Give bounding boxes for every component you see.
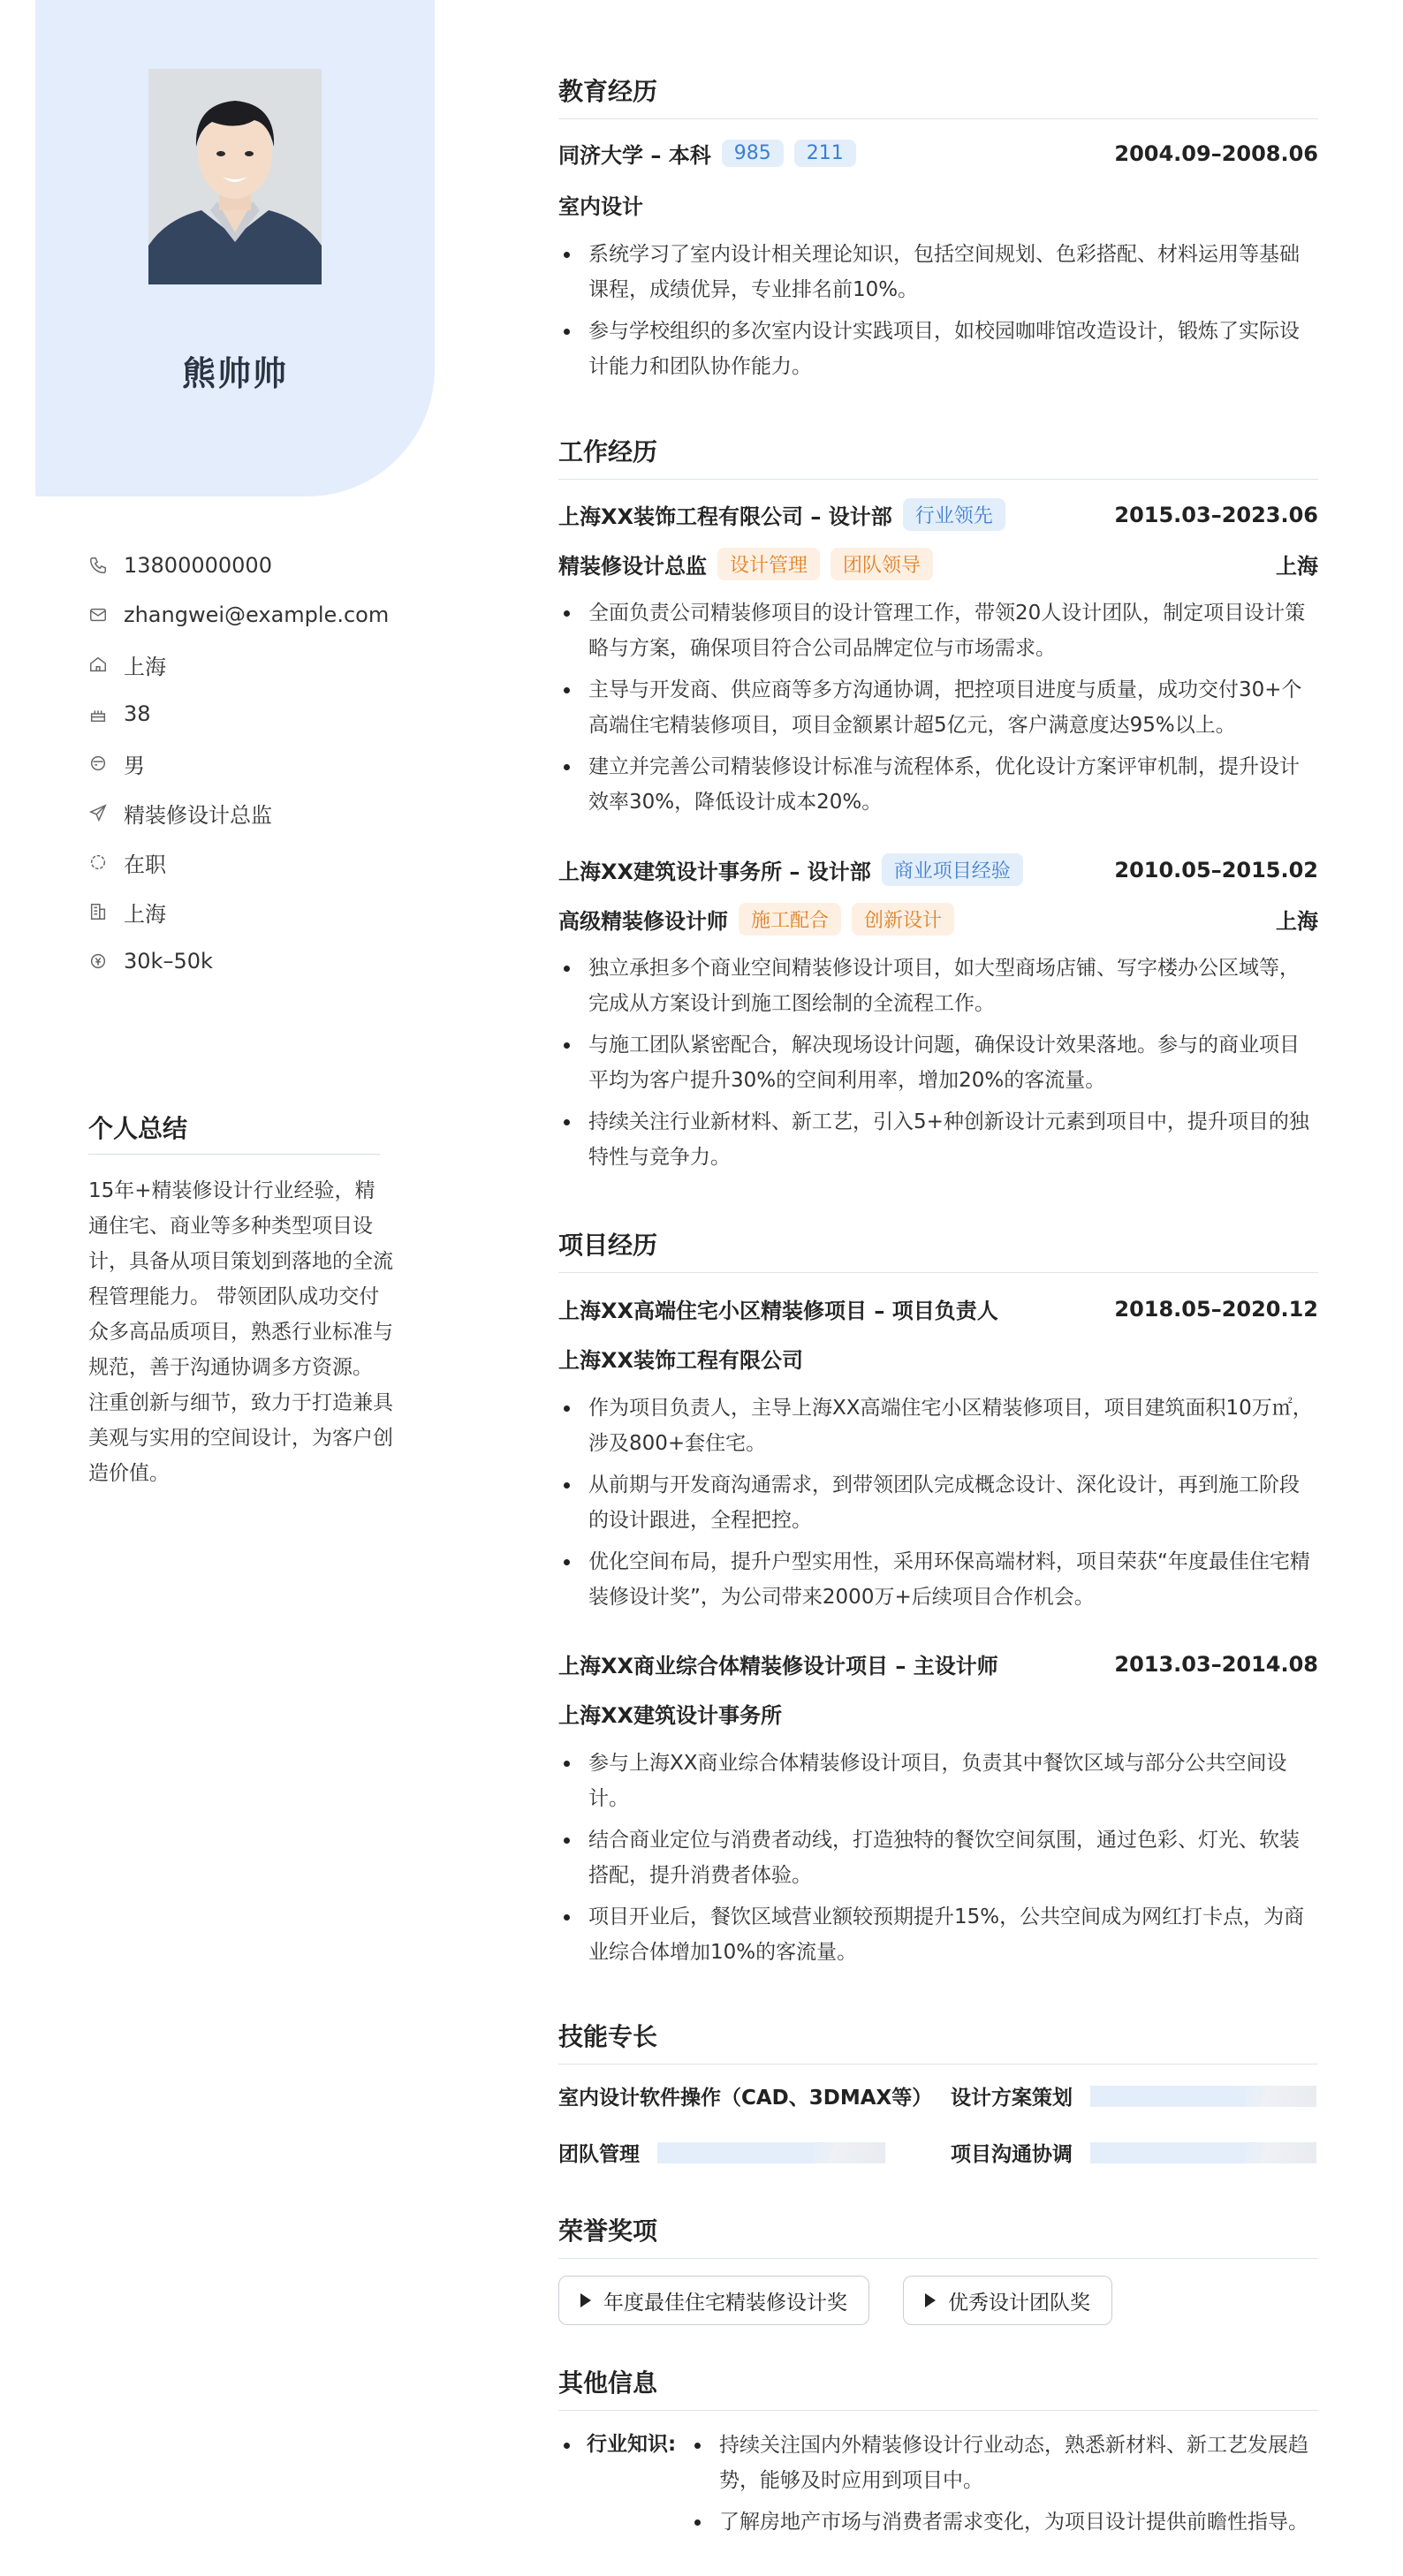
project-company: 上海XX装饰工程有限公司 — [558, 1348, 804, 1373]
award-item — [903, 2276, 1112, 2325]
job-role-row — [558, 903, 1318, 936]
role-tag: 设计管理 — [717, 548, 820, 580]
skill-label: 团队管理 — [558, 2143, 640, 2166]
contact-list — [88, 541, 389, 986]
project-bullets — [558, 1390, 1318, 1621]
other-label: 行业知识: — [587, 2433, 677, 2456]
job-role-row — [558, 548, 1318, 580]
company-tag: 行业领先 — [903, 498, 1005, 531]
skill-bar — [1090, 2086, 1316, 2107]
skills-heading: 技能专长 — [558, 2018, 1318, 2065]
skill-label: 项目沟通协调 — [951, 2143, 1073, 2166]
summary-text: 15年+精装修设计行业经验，精通住宅、商业等多种类型项目设计，具备从项目策划到落地的全流程管理能力。 带领团队成功交付众多高品质项目，熟悉行业标准与规范，善于沟通协调多方资源。 注重创新与细节，致力于打造兼具美观与实用的空间设计，为客户创造价值。 — [88, 1179, 393, 1485]
list-item: 全面负责公司精装修项目的设计管理工作，带领20人设计团队，制定项目设计策略与方案，确保项目符合公司品牌定位与市场需求。 — [558, 595, 1318, 666]
play-icon — [925, 2293, 936, 2307]
company-name: 上海XX装饰工程有限公司 – 设计部 — [558, 504, 892, 529]
company-name: 上海XX建筑设计事务所 – 设计部 — [558, 860, 871, 884]
school-tag: 211 — [794, 140, 856, 167]
play-icon — [580, 2293, 591, 2307]
send-icon — [88, 803, 108, 822]
contact-email — [88, 590, 389, 640]
location-value: 上海 — [124, 654, 166, 679]
job-bullets — [558, 595, 1318, 826]
skill-item — [558, 2081, 932, 2110]
education-header — [558, 138, 1318, 169]
education-date: 2004.09–2008.06 — [1114, 140, 1318, 166]
summary-heading: 个人总结 — [88, 1110, 380, 1155]
list-item: 建立并完善公司精装修设计标准与流程体系，优化设计方案评审机制，提升设计效率30%，降低设计成本20%。 — [558, 749, 1318, 820]
contact-city — [88, 887, 389, 936]
salary-icon — [88, 951, 108, 971]
status-value: 在职 — [124, 852, 166, 877]
contact-location — [88, 640, 389, 689]
avatar-photo — [148, 69, 322, 284]
project-company-row — [558, 1698, 1318, 1729]
profile-name: 熊帅帅 — [181, 354, 288, 393]
skill-label: 室内设计软件操作（CAD、3DMAX等） — [558, 2087, 933, 2110]
phone-value: 13800000000 — [124, 553, 272, 578]
gender-icon — [88, 754, 108, 773]
projects-heading: 项目经历 — [558, 1226, 1318, 1273]
job-place: 上海 — [1276, 554, 1318, 579]
role-tag: 团队领导 — [830, 548, 933, 580]
award-item — [558, 2276, 869, 2325]
education-major-row — [558, 189, 1318, 220]
bullet-dot — [564, 2443, 570, 2449]
job-bullets — [558, 951, 1318, 1181]
award-label: 优秀设计团队奖 — [948, 2291, 1090, 2315]
project-date: 2013.03–2014.08 — [1114, 1651, 1318, 1677]
skill-label: 设计方案策划 — [951, 2087, 1073, 2110]
list-item: 参与上海XX商业综合体精装修设计项目，负责其中餐饮区域与部分公共空间设计。 — [558, 1746, 1318, 1816]
gender-value: 男 — [124, 753, 145, 778]
contact-gender — [88, 739, 389, 788]
salary-value: 30k–50k — [124, 949, 213, 974]
role-tag: 创新设计 — [852, 903, 954, 936]
project-company-row — [558, 1343, 1318, 1374]
project-name: 上海XX高端住宅小区精装修项目 – 项目负责人 — [558, 1299, 998, 1323]
skill-item — [558, 2138, 885, 2167]
city-value: 上海 — [124, 901, 166, 927]
project-header — [558, 1648, 1318, 1679]
list-item: 作为项目负责人，主导上海XX高端住宅小区精装修项目，项目建筑面积10万㎡，涉及800+套住宅。 — [558, 1390, 1318, 1461]
list-item: 持续关注国内外精装修设计行业动态，熟悉新材料、新工艺发展趋势，能够及时应用到项目中。 — [689, 2428, 1318, 2498]
project-date: 2018.05–2020.12 — [1114, 1296, 1318, 1322]
project-company: 上海XX建筑设计事务所 — [558, 1703, 783, 1728]
other-bullets — [689, 2428, 1318, 2546]
skill-bar — [657, 2142, 885, 2163]
contact-position — [88, 788, 389, 837]
contact-age — [88, 689, 389, 739]
email-value: zhangwei@example.com — [124, 602, 390, 627]
company-tag: 商业项目经验 — [882, 853, 1023, 886]
education-bullets — [558, 237, 1318, 390]
list-item: 从前期与开发商沟通需求，到带领团队完成概念设计、深化设计，再到施工阶段的设计跟进，全程把控。 — [558, 1467, 1318, 1538]
education-heading: 教育经历 — [558, 72, 1318, 119]
contact-phone — [88, 541, 389, 590]
contact-salary — [88, 936, 389, 986]
award-label: 年度最佳住宅精装修设计奖 — [603, 2291, 847, 2315]
job-role: 精装修设计总监 — [558, 554, 707, 579]
skill-bar — [1090, 2142, 1316, 2163]
status-icon — [88, 852, 108, 872]
contact-status — [88, 837, 389, 887]
list-item: 与施工团队紧密配合，解决现场设计问题，确保设计效果落地。参与的商业项目平均为客户提升30%的空间利用率，增加20%的客流量。 — [558, 1027, 1318, 1098]
list-item: 结合商业定位与消费者动线，打造独特的餐饮空间氛围，通过色彩、灯光、软装搭配，提升消费者体验。 — [558, 1822, 1318, 1893]
awards-heading: 荣誉奖项 — [558, 2212, 1318, 2259]
home-icon — [88, 655, 108, 674]
position-value: 精装修设计总监 — [124, 802, 272, 828]
school-tag: 985 — [722, 140, 784, 167]
school-name: 同济大学 – 本科 — [558, 143, 711, 168]
list-item: 主导与开发商、供应商等多方沟通协调，把控项目进度与质量，成功交付30+个高端住宅精装修项目，项目金额累计超5亿元，客户满意度达95%以上。 — [558, 672, 1318, 743]
sidebar — [0, 0, 442, 2576]
other-heading: 其他信息 — [558, 2364, 1318, 2411]
education-major: 室内设计 — [558, 194, 643, 219]
job-date: 2015.03–2023.06 — [1114, 502, 1318, 527]
skill-item — [951, 2081, 1316, 2110]
age-value: 38 — [124, 701, 151, 726]
job-role: 高级精装修设计师 — [558, 909, 728, 934]
list-item: 独立承担多个商业空间精装修设计项目，如大型商场店铺、写字楼办公区域等，完成从方案设计到施工图绘制的全流程工作。 — [558, 951, 1318, 1021]
age-icon — [88, 704, 108, 724]
building-icon — [88, 902, 108, 921]
skill-item — [951, 2138, 1316, 2167]
list-item: 项目开业后，餐饮区域营业额较预期提升15%，公共空间成为网红打卡点，为商业综合体增加10%的客流量。 — [558, 1899, 1318, 1970]
mail-icon — [88, 605, 108, 625]
list-item: 优化空间布局，提升户型实用性，采用环保高端材料，项目荣获“年度最佳住宅精装修设计奖”，为公司带来2000万+后续项目合作机会。 — [558, 1544, 1318, 1615]
list-item: 系统学习了室内设计相关理论知识，包括空间规划、色彩搭配、材料运用等基础课程，成绩优异，专业排名前10%。 — [558, 237, 1318, 307]
job-place: 上海 — [1276, 909, 1318, 934]
job-header — [558, 498, 1318, 531]
list-item: 参与学校组织的多次室内设计实践项目，如校园咖啡馆改造设计，锻炼了实际设计能力和团队协作能力。 — [558, 314, 1318, 384]
project-bullets — [558, 1746, 1318, 1976]
list-item: 持续关注行业新材料、新工艺，引入5+种创新设计元素到项目中，提升项目的独特性与竞争力。 — [558, 1104, 1318, 1175]
phone-icon — [88, 556, 108, 575]
project-header — [558, 1293, 1318, 1324]
job-header — [558, 853, 1318, 886]
role-tag: 施工配合 — [739, 903, 841, 936]
job-date: 2010.05–2015.02 — [1114, 857, 1318, 883]
list-item: 了解房地产市场与消费者需求变化，为项目设计提供前瞻性指导。 — [689, 2504, 1318, 2540]
avatar — [148, 69, 322, 284]
project-name: 上海XX商业综合体精装修设计项目 – 主设计师 — [558, 1654, 998, 1678]
work-heading: 工作经历 — [558, 433, 1318, 480]
